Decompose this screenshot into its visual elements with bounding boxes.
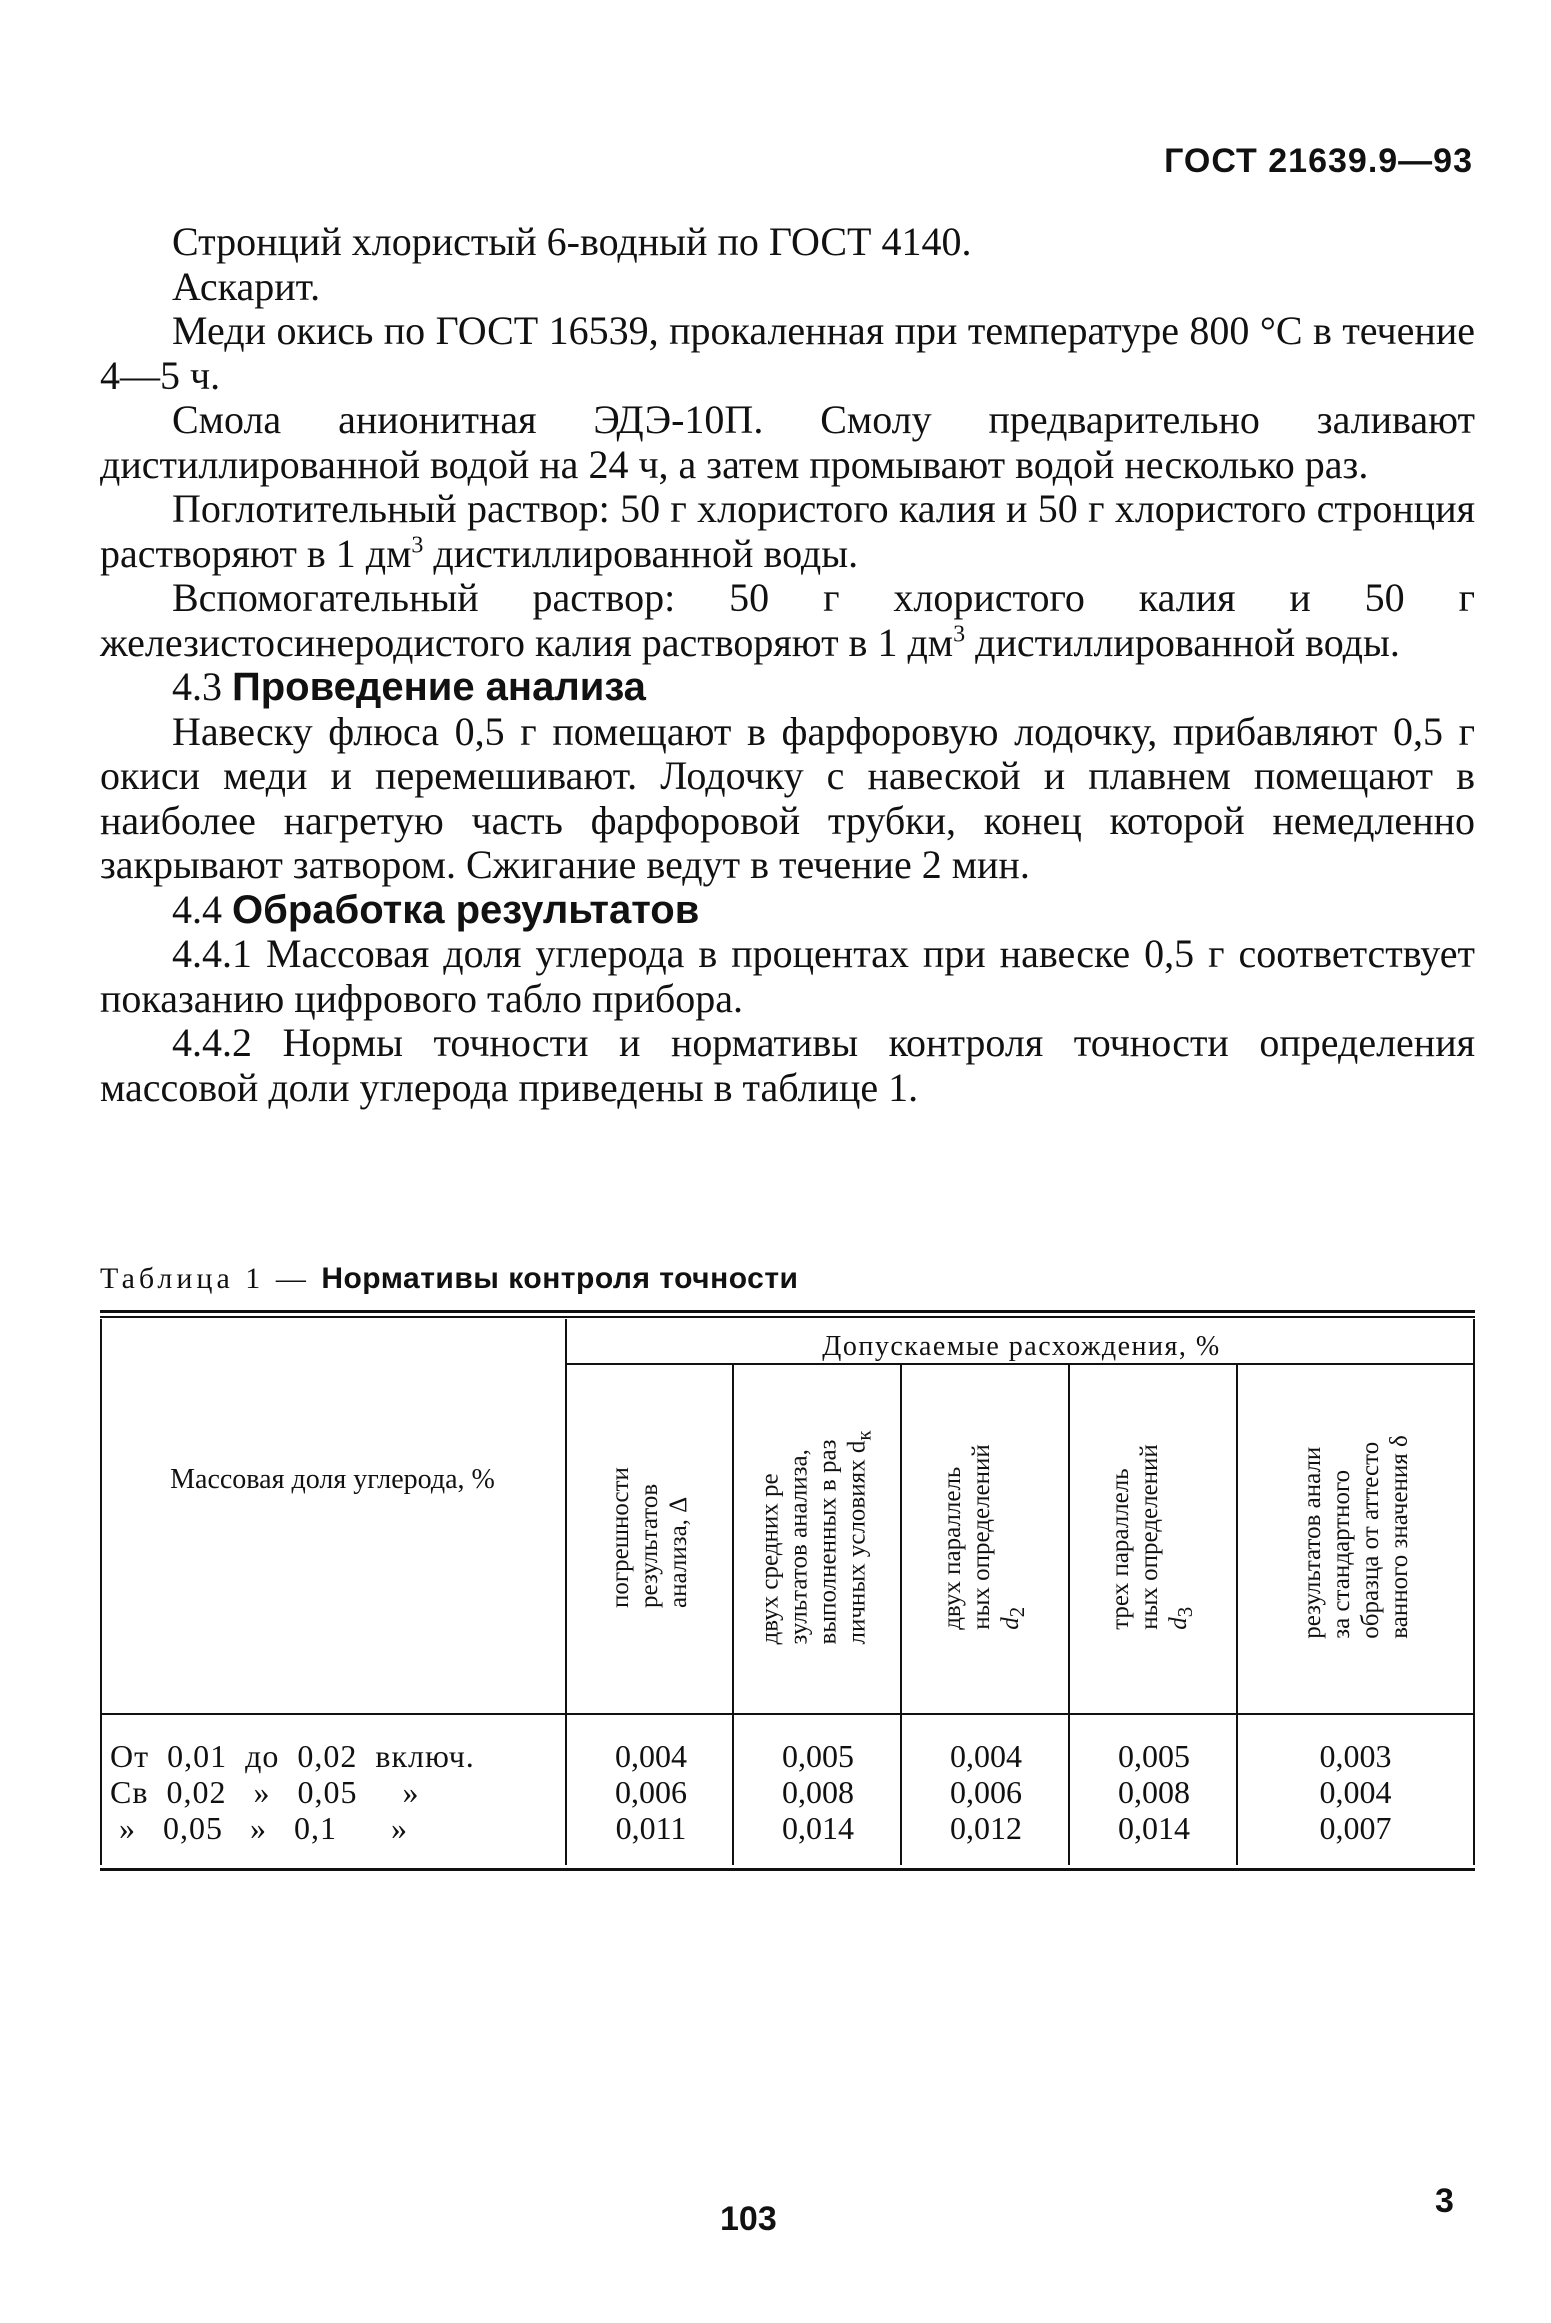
paragraph bbox=[100, 576, 1475, 665]
superscript: 3 bbox=[411, 532, 424, 559]
section-number: 4.4 bbox=[172, 886, 222, 932]
paragraph: Стронций хлористый 6-водный по ГОСТ 4140. bbox=[172, 219, 972, 264]
sub-header-cell bbox=[902, 1367, 1067, 1707]
subscript: к bbox=[851, 1430, 876, 1441]
corner-number: 3 bbox=[1435, 2182, 1454, 2220]
caption-dash: — bbox=[264, 1262, 322, 1295]
sub-header-line: двух средних ре bbox=[756, 1472, 784, 1644]
accuracy-table bbox=[100, 1310, 1475, 1871]
sub-header-line: погрешности bbox=[606, 1466, 634, 1608]
paragraph: Аскарит. bbox=[172, 263, 321, 309]
sub-header-line: образца от аттесто bbox=[1356, 1441, 1384, 1639]
paragraph: Навеску флюса 0,5 г помещают в фарфоровую лодочку, прибавляют 0,5 г окиси меди и перемешивают. Лодочку с навеской и плавнем помещают в наиболее нагретую часть фарфоровой трубки, конец которой немедленно закрывают затвором. Сжигание ведут в течение 2 мин. bbox=[100, 708, 1475, 887]
paragraph: 4.4.1 Массовая доля углерода в процентах при навеске 0,5 г соответствует показанию цифрового табло прибора. bbox=[100, 931, 1475, 1021]
section-number: 4.3 bbox=[172, 664, 222, 709]
sub-header-line: выполненных в раз bbox=[814, 1439, 842, 1644]
range-cell: » 0,05 » 0,1 » bbox=[110, 1810, 408, 1846]
header-bottom-rule bbox=[100, 1713, 1475, 1715]
sub-header-cell bbox=[567, 1367, 732, 1707]
document-code: ГОСТ 21639.9—93 bbox=[1164, 142, 1473, 180]
table-row bbox=[100, 1774, 1475, 1810]
group-header-rule bbox=[567, 1363, 1475, 1365]
value-cell: 0,006 bbox=[950, 1774, 1022, 1810]
value-cell: 0,005 bbox=[1118, 1738, 1190, 1774]
sub-header-line bbox=[842, 1430, 878, 1644]
sub-header-line bbox=[996, 1444, 1032, 1630]
sub-header-line: трех параллель bbox=[1106, 1468, 1134, 1630]
caption-title: Нормативы контроля точности bbox=[321, 1262, 799, 1295]
value-cell: 0,008 bbox=[1118, 1774, 1190, 1810]
section-title: Обработка результатов bbox=[232, 887, 700, 932]
table-row bbox=[100, 1810, 1475, 1846]
superscript: 3 bbox=[953, 621, 966, 648]
paragraph-text: дистиллированной воды. bbox=[965, 619, 1400, 665]
paragraph: Смола анионитная ЭДЭ-10П. Смолу предварительно заливают дистиллированной водой на 24 ч, а затем промывают водой несколько раз. bbox=[100, 397, 1475, 487]
caption-label: Таблица 1 bbox=[100, 1262, 265, 1295]
sub-header-cell bbox=[734, 1367, 899, 1707]
col-header-mass-fraction: Массовая доля углерода, % bbox=[170, 1464, 495, 1495]
value-cell: 0,004 bbox=[615, 1738, 687, 1774]
paragraph-text: Вспомогательный раствор: 50 г хлористого калия и 50 г железистосинеродистого калия растворяют в 1 дм bbox=[100, 575, 1475, 665]
value-cell: 0,014 bbox=[1118, 1810, 1190, 1846]
table-caption bbox=[100, 1262, 798, 1296]
sub-header-line: анализа, Δ bbox=[664, 1496, 692, 1608]
sub-header-line: двух параллель bbox=[938, 1466, 966, 1630]
value-cell: 0,004 bbox=[950, 1738, 1022, 1774]
paragraph: 4.4.2 Нормы точности и нормативы контроля точности определения массовой доли углерода приведены в таблице 1. bbox=[100, 1020, 1475, 1110]
double-rule bbox=[100, 1316, 1475, 1318]
value-cell: 0,003 bbox=[1319, 1738, 1392, 1774]
paragraph-text: Поглотительный раствор: 50 г хлористого калия и 50 г хлористого стронция растворяют в 1 дм bbox=[100, 486, 1475, 576]
value-cell: 0,014 bbox=[782, 1810, 854, 1846]
section-heading bbox=[100, 888, 1475, 933]
sub-header-line bbox=[1164, 1444, 1200, 1630]
range-cell: От 0,01 до 0,02 включ. bbox=[110, 1738, 475, 1774]
paragraph: Меди окись по ГОСТ 16539, прокаленная при температуре 800 °С в течение 4—5 ч. bbox=[100, 308, 1475, 398]
sub-header-cell bbox=[1070, 1367, 1235, 1707]
subscript: 3 bbox=[1172, 1606, 1197, 1618]
sub-header-line: ных определений bbox=[967, 1444, 995, 1630]
table-row bbox=[100, 1738, 1475, 1774]
group-header-allowed-deviations: Допускаемые расхождения, % bbox=[822, 1331, 1221, 1362]
page-number: 103 bbox=[720, 2200, 777, 2238]
sub-header-line: зультатов анализа, bbox=[785, 1448, 813, 1644]
subscript: 2 bbox=[1004, 1606, 1029, 1618]
value-cell: 0,006 bbox=[615, 1774, 687, 1810]
value-cell: 0,004 bbox=[1319, 1774, 1392, 1810]
value-cell: 0,005 bbox=[782, 1738, 854, 1774]
sub-header-symbol: d bbox=[1164, 1617, 1192, 1630]
section-heading bbox=[100, 665, 1475, 710]
value-cell: 0,011 bbox=[615, 1810, 687, 1846]
sub-header-text: личных условиях d bbox=[843, 1440, 871, 1644]
sub-header-line: результатов анали bbox=[1298, 1446, 1326, 1639]
sub-header-line: за стандартного bbox=[1327, 1469, 1355, 1639]
sub-header-line: ных определений bbox=[1135, 1444, 1163, 1630]
paragraph bbox=[100, 487, 1475, 576]
sub-header-line: ванного значения δ bbox=[1385, 1435, 1413, 1639]
sub-header-symbol: d bbox=[996, 1617, 1024, 1630]
value-cell: 0,008 bbox=[782, 1774, 854, 1810]
value-cell: 0,012 bbox=[950, 1810, 1022, 1846]
sub-header-cell bbox=[1238, 1367, 1473, 1707]
range-cell: Св 0,02 » 0,05 » bbox=[110, 1774, 420, 1810]
value-cell: 0,007 bbox=[1319, 1810, 1392, 1846]
sub-header-line: результатов bbox=[635, 1483, 663, 1608]
body-text bbox=[100, 220, 1475, 1110]
section-title: Проведение анализа bbox=[232, 665, 646, 709]
paragraph-text: дистиллированной воды. bbox=[423, 530, 859, 576]
